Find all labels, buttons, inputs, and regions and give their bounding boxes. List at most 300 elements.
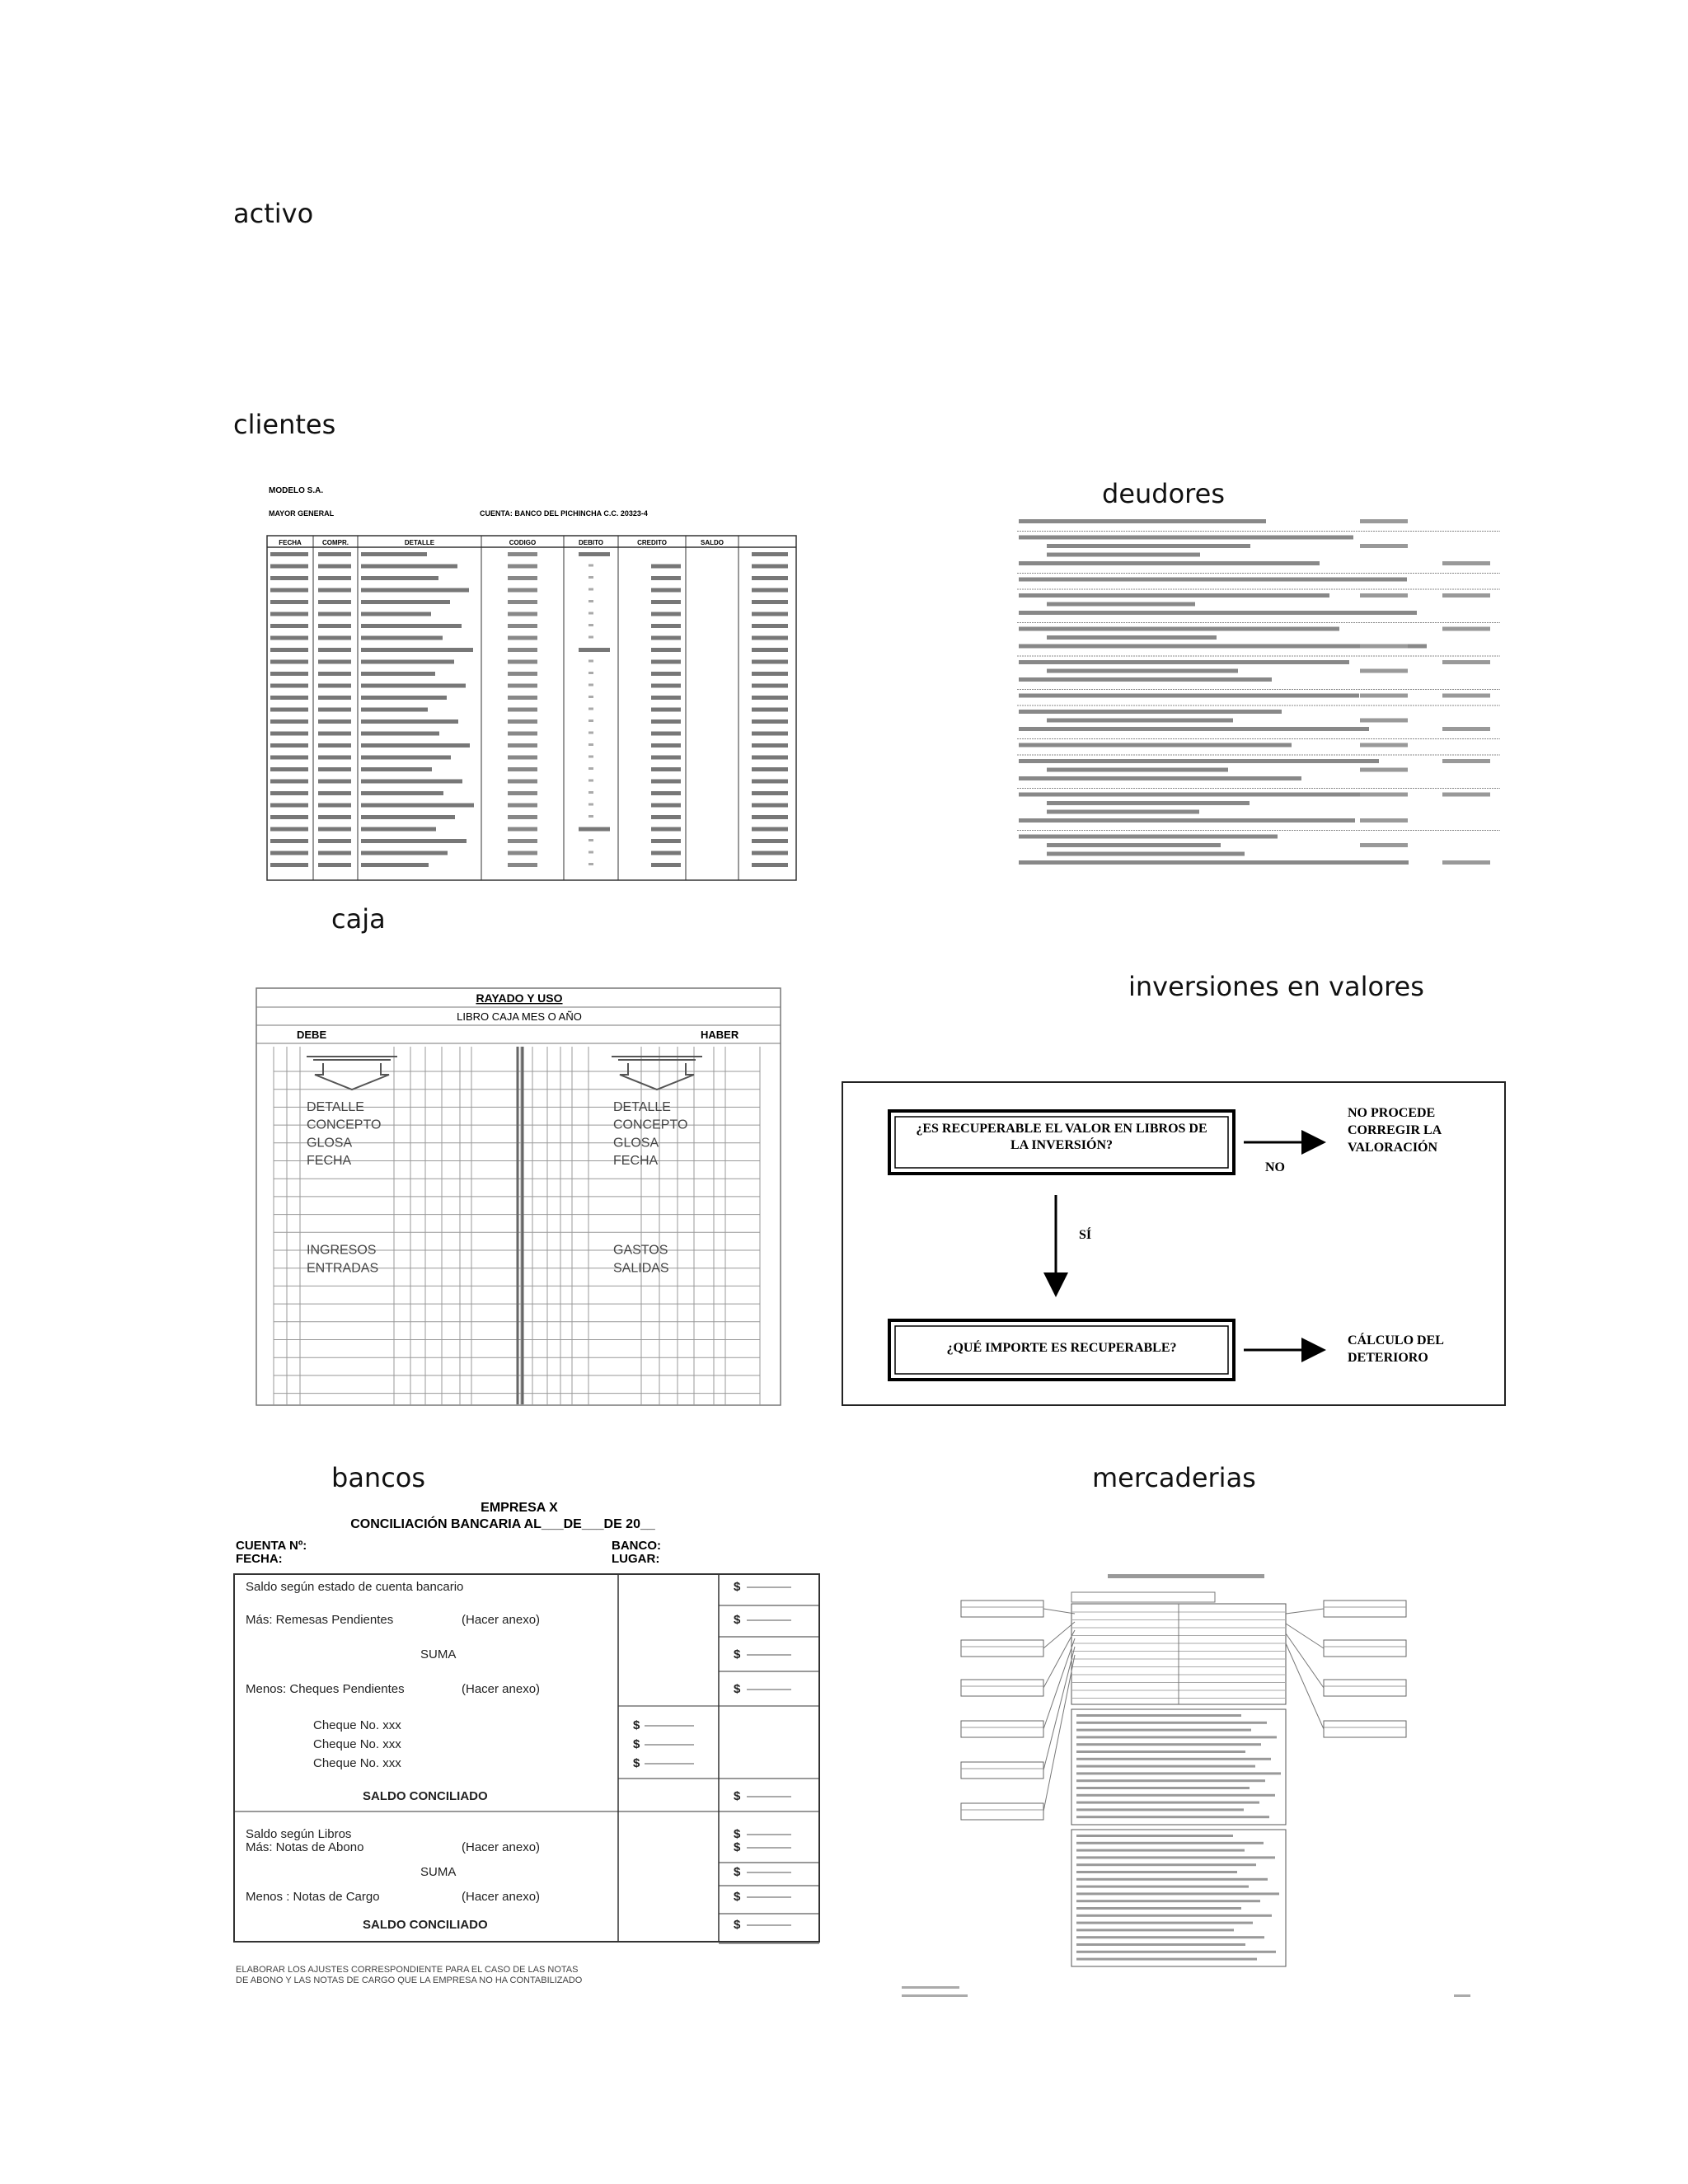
merc-connector: [1043, 1638, 1075, 1729]
mayor-row-blur: [651, 851, 681, 855]
mayor-header-cell: CODIGO: [509, 539, 537, 546]
mayor-row-blur: [651, 708, 681, 712]
heading-activo: activo: [233, 198, 314, 229]
deudores-amount-blur: [1360, 544, 1408, 548]
mayor-row-blur: [651, 565, 681, 569]
mayor-row-blur: [270, 815, 308, 819]
heading-clientes: clientes: [233, 409, 336, 440]
mayor-row-blur: [752, 827, 788, 832]
mayor-row-blur: [508, 565, 537, 569]
mayor-row-blur: [651, 839, 681, 843]
mayor-row-blur: [651, 743, 681, 748]
mayor-row-blur: [270, 743, 308, 748]
question-2-text: ¿QUÉ IMPORTE ES RECUPERABLE?: [946, 1341, 1177, 1355]
merc-text-line: [1076, 1871, 1237, 1873]
merc-text-line: [1076, 1816, 1269, 1818]
mayor-row-blur: [752, 588, 788, 593]
merc-text-line: [1076, 1743, 1261, 1746]
mayor-row-blur: [508, 708, 537, 712]
conc-fecha: FECHA:: [236, 1552, 283, 1566]
merc-left-account: [961, 1680, 1043, 1696]
caja-left-line: GLOSA: [307, 1136, 353, 1151]
mayor-row-blur: [752, 672, 788, 676]
result-1-text: NO PROCEDE CORREGIR LA VALORACIÓN: [1348, 1106, 1442, 1155]
deudores-text-blur: [1019, 793, 1389, 797]
deudores-amount-blur: [1360, 719, 1408, 723]
merc-text-line: [1076, 1892, 1279, 1895]
mayor-row-blur: [752, 851, 788, 855]
mayor-row-blur: [752, 636, 788, 640]
merc-text-line: [1076, 1750, 1245, 1753]
mayor-row-blur: [318, 612, 351, 616]
heading-bancos: bancos: [331, 1462, 426, 1493]
deudores-amount-blur: [1360, 743, 1408, 748]
mayor-row-blur: [508, 660, 537, 664]
merc-right-account: [1324, 1721, 1406, 1737]
merc-left-account: [961, 1601, 1043, 1617]
deudores-image: [1014, 516, 1508, 895]
mayor-row-blur: [270, 767, 308, 771]
mayor-row-blur: [508, 791, 537, 795]
mayor-row-blur: [508, 588, 537, 593]
mayor-row-blur: [651, 588, 681, 593]
mayor-row-blur: [508, 743, 537, 748]
merc-text-line: [1076, 1886, 1249, 1888]
mayor-row-blur: [270, 696, 308, 700]
mayor-row-blur: [651, 791, 681, 795]
mayor-row-blur: [270, 732, 308, 736]
mayor-row-blur: [752, 863, 788, 867]
mayor-row-blur: [588, 780, 593, 782]
deudores-text-blur: [1019, 677, 1272, 682]
mayor-row-blur: [318, 588, 351, 593]
mayor-row-blur: [651, 648, 681, 652]
deudores-amount-blur: [1360, 519, 1408, 523]
conc-company: EMPRESA X: [481, 1501, 558, 1515]
mayor-row-blur: [361, 696, 447, 700]
conc-row-label: SUMA: [420, 1865, 457, 1879]
mayor-row-blur: [588, 612, 593, 615]
conc-row-label: Saldo según Libros: [246, 1827, 352, 1841]
conc-dollar: $: [734, 1918, 741, 1932]
mayor-row-blur: [508, 684, 537, 688]
mayor-row-blur: [588, 576, 593, 579]
merc-text-line: [1076, 1863, 1256, 1866]
merc-text-line: [1076, 1714, 1241, 1717]
mayor-row-blur: [508, 600, 537, 604]
mayor-row-blur: [651, 636, 681, 640]
mayor-row-blur: [588, 743, 593, 746]
mayor-row-blur: [318, 719, 351, 724]
deudores-text-blur: [1019, 727, 1369, 731]
mayor-row-blur: [579, 648, 610, 652]
caja-haber: HABER: [701, 1029, 739, 1041]
mayor-row-blur: [579, 827, 610, 832]
mayor-row-blur: [508, 576, 537, 580]
mayor-general-image: [265, 481, 801, 893]
mayor-row-blur: [588, 565, 593, 567]
merc-text-line: [1076, 1907, 1241, 1910]
mayor-row-blur: [270, 791, 308, 795]
mayor-row-blur: [752, 743, 788, 748]
caja-left-line: CONCEPTO: [307, 1118, 382, 1132]
merc-left-account: [961, 1803, 1043, 1820]
mayor-row-blur: [508, 767, 537, 771]
caja-title: RAYADO Y USO: [476, 991, 563, 1005]
conc-row-label: Más: Notas de Abono: [246, 1840, 364, 1854]
conc-dollar: $: [734, 1890, 741, 1904]
merc-text-line: [1076, 1765, 1255, 1768]
mayor-row-blur: [588, 756, 593, 758]
mayor-row-blur: [270, 684, 308, 688]
mayor-row-blur: [508, 636, 537, 640]
deudores-amount-blur: [1442, 694, 1490, 698]
mayor-general-table: [265, 481, 801, 893]
mayor-row-blur: [508, 696, 537, 700]
mayor-row-blur: [361, 851, 448, 855]
deudores-text-blur: [1047, 843, 1221, 847]
deudores-amount-blur: [1442, 860, 1490, 865]
merc-text-line: [1076, 1779, 1265, 1782]
conc-row-label: SUMA: [420, 1647, 457, 1661]
mayor-row-blur: [361, 660, 454, 664]
mayor-row-blur: [361, 732, 439, 736]
deudores-amount-blur: [1360, 644, 1408, 649]
merc-connector: [1286, 1624, 1324, 1648]
mayor-header-cell: DETALLE: [404, 539, 435, 546]
mayor-row-blur: [752, 660, 788, 664]
mayor-row-blur: [318, 827, 351, 832]
mayor-row-blur: [752, 804, 788, 808]
mayor-row-blur: [752, 648, 788, 652]
mayor-row-blur: [651, 719, 681, 724]
conc-dollar: $: [734, 1647, 741, 1661]
deudores-amount-blur: [1442, 793, 1490, 797]
conc-dollar: $: [633, 1718, 640, 1732]
mayor-row-blur: [508, 624, 537, 628]
mayor-row-blur: [588, 767, 593, 770]
mayor-row-blur: [508, 612, 537, 616]
mayor-row-blur: [752, 552, 788, 556]
merc-text-line: [1076, 1802, 1259, 1804]
mayor-row-blur: [361, 600, 450, 604]
question-1-text: ¿ES RECUPERABLE EL VALOR EN LIBROS DE LA INVERSIÓN?: [916, 1122, 1207, 1152]
merc-connector: [1286, 1633, 1324, 1688]
merc-text-line: [1076, 1878, 1268, 1881]
heading-caja: caja: [331, 903, 386, 935]
mayor-row-blur: [588, 839, 593, 841]
conc-anexo: (Hacer anexo): [462, 1682, 541, 1696]
deudores-amount-blur: [1360, 843, 1408, 847]
mayor-row-blur: [752, 696, 788, 700]
merc-connector: [1043, 1647, 1075, 1770]
conc-dollar: $: [633, 1756, 640, 1770]
conc-dollar: $: [734, 1580, 741, 1594]
merc-text-line: [1076, 1922, 1253, 1924]
mayor-row-blur: [270, 863, 308, 867]
caja-right-line: FECHA: [613, 1154, 659, 1169]
mayor-company: MODELO S.A.: [269, 486, 324, 495]
mayor-row-blur: [270, 672, 308, 676]
merc-text-line: [1076, 1856, 1275, 1858]
caja-right-line: GLOSA: [613, 1136, 659, 1151]
mayor-row-blur: [270, 708, 308, 712]
mayor-row-blur: [270, 552, 308, 556]
mayor-row-blur: [361, 815, 455, 819]
mayor-row-blur: [318, 684, 351, 688]
mayor-header-cell: FECHA: [279, 539, 302, 546]
conciliacion-bancaria-image: [231, 1498, 824, 1985]
mayor-row-blur: [588, 719, 593, 722]
deudores-amount-blur: [1442, 727, 1490, 731]
mayor-row-blur: [270, 612, 308, 616]
merc-left-account: [961, 1762, 1043, 1779]
mayor-row-blur: [361, 839, 467, 843]
conc-row-label: SALDO CONCILIADO: [363, 1789, 488, 1803]
mayor-row-blur: [508, 827, 537, 832]
caja-right-in: GASTOS: [613, 1243, 668, 1258]
deudores-text-blur: [1019, 694, 1359, 698]
merc-text-line: [1076, 1794, 1275, 1797]
merc-title-blur: [1108, 1574, 1264, 1578]
mayor-row-blur: [752, 565, 788, 569]
mayor-row-blur: [270, 588, 308, 593]
deudores-text-blur: [1019, 743, 1292, 748]
deudores-amount-blur: [1360, 669, 1408, 673]
mayor-row-blur: [588, 863, 593, 865]
mayor-row-blur: [651, 672, 681, 676]
mayor-row-blur: [318, 756, 351, 760]
mayor-row-blur: [588, 624, 593, 626]
deudores-text-blur: [1019, 860, 1409, 865]
conc-row-label: Más: Remesas Pendientes: [246, 1613, 394, 1627]
merc-text-line: [1076, 1929, 1234, 1931]
merc-left-account: [961, 1640, 1043, 1657]
deudores-amount-blur: [1360, 768, 1408, 772]
merc-right-account: [1324, 1640, 1406, 1657]
mayor-row-blur: [318, 576, 351, 580]
mayor-row-blur: [361, 624, 462, 628]
mayor-row-blur: [361, 719, 458, 724]
mayor-row-blur: [361, 743, 470, 748]
heading-inversiones: inversiones en valores: [1128, 971, 1424, 1002]
mayor-row-blur: [361, 576, 438, 580]
deudores-text-blur: [1019, 561, 1320, 565]
mayor-row-blur: [651, 780, 681, 784]
mayor-row-blur: [361, 588, 469, 593]
result-2-text: CÁLCULO DEL DETERIORO: [1348, 1333, 1444, 1365]
merc-text-line: [1076, 1722, 1267, 1724]
mayor-row-blur: [752, 780, 788, 784]
mayor-row-blur: [508, 732, 537, 736]
conc-anexo: (Hacer anexo): [462, 1890, 541, 1904]
mayor-row-blur: [318, 672, 351, 676]
mayor-row-blur: [270, 851, 308, 855]
mayor-row-blur: [361, 552, 427, 556]
conc-banco: BANCO:: [612, 1539, 661, 1553]
conc-anexo: (Hacer anexo): [462, 1613, 541, 1627]
conc-dollar: $: [734, 1682, 741, 1696]
mayor-row-blur: [270, 839, 308, 843]
mayor-row-blur: [508, 719, 537, 724]
mayor-header-cell: CREDITO: [637, 539, 667, 546]
mayor-row-blur: [318, 767, 351, 771]
deudores-amount-blur: [1442, 759, 1490, 763]
mayor-row-blur: [361, 565, 457, 569]
merc-text-line: [1076, 1943, 1245, 1946]
deudores-journal: [1014, 516, 1508, 895]
merc-text-line: [1076, 1951, 1276, 1953]
mayor-row-blur: [318, 732, 351, 736]
mayor-row-blur: [318, 624, 351, 628]
merc-text-line: [1076, 1915, 1272, 1917]
conc-row-label: Cheque No. xxx: [313, 1718, 401, 1732]
mayor-row-blur: [270, 660, 308, 664]
deudores-amount-blur: [1442, 660, 1490, 664]
merc-connector: [1286, 1643, 1324, 1729]
mayor-row-blur: [361, 791, 443, 795]
mayor-row-blur: [508, 672, 537, 676]
mayor-row-blur: [361, 827, 436, 832]
conc-dollar: $: [734, 1865, 741, 1879]
caja-arrow-shape: [307, 1057, 397, 1090]
conciliacion-form: [231, 1498, 824, 1985]
mayor-row-blur: [588, 636, 593, 639]
conc-lugar: LUGAR:: [612, 1552, 660, 1566]
merc-footer-blur: [902, 1994, 968, 1997]
deudores-text-blur: [1047, 768, 1228, 772]
merc-connector: [1043, 1622, 1075, 1648]
deudores-amount-blur: [1360, 694, 1408, 698]
conc-row-label: Saldo según estado de cuenta bancario: [246, 1580, 464, 1594]
mayor-row-blur: [651, 827, 681, 832]
mayor-row-blur: [752, 612, 788, 616]
caja-left-in: ENTRADAS: [307, 1261, 379, 1276]
deudores-text-blur: [1019, 611, 1417, 615]
mayor-row-blur: [752, 791, 788, 795]
conc-row-label: Menos : Notas de Cargo: [246, 1890, 380, 1904]
caja-right-in: SALIDAS: [613, 1261, 669, 1276]
conc-footer-1: ELABORAR LOS AJUSTES CORRESPONDIENTE PARA EL CASO DE LAS NOTAS: [236, 1965, 579, 1975]
mayor-row-blur: [588, 708, 593, 710]
caja-debe: DEBE: [297, 1029, 327, 1041]
mayor-row-blur: [270, 804, 308, 808]
mayor-row-blur: [588, 851, 593, 854]
conc-dollar: $: [734, 1840, 741, 1854]
mayor-header-cell: SALDO: [701, 539, 724, 546]
mayor-row-blur: [318, 780, 351, 784]
conc-row-label: Menos: Cheques Pendientes: [246, 1682, 405, 1696]
mayor-row-blur: [318, 743, 351, 748]
conc-dollar: $: [734, 1827, 741, 1841]
mayor-row-blur: [270, 780, 308, 784]
mayor-row-blur: [361, 756, 451, 760]
mayor-row-blur: [588, 696, 593, 698]
mayor-row-blur: [318, 565, 351, 569]
mayor-row-blur: [318, 636, 351, 640]
conc-footer-2: DE ABONO Y LAS NOTAS DE CARGO QUE LA EMPRESA NO HA CONTABILIZADO: [236, 1975, 583, 1985]
mayor-row-blur: [752, 600, 788, 604]
deudores-amount-blur: [1360, 593, 1408, 598]
mayor-row-blur: [508, 851, 537, 855]
mayor-row-blur: [651, 660, 681, 664]
mayor-row-blur: [508, 552, 537, 556]
mayor-row-blur: [361, 767, 432, 771]
caja-subtitle: LIBRO CAJA MES O AÑO: [457, 1010, 582, 1023]
mayor-row-blur: [651, 732, 681, 736]
mayor-row-blur: [270, 756, 308, 760]
conc-row-label: SALDO CONCILIADO: [363, 1918, 488, 1932]
mayor-row-blur: [361, 708, 428, 712]
mayor-row-blur: [588, 804, 593, 806]
mayor-row-blur: [508, 804, 537, 808]
mayor-row-blur: [270, 624, 308, 628]
label-no: NO: [1265, 1160, 1285, 1174]
mayor-row-blur: [752, 576, 788, 580]
mayor-row-blur: [508, 756, 537, 760]
merc-text-line: [1076, 1758, 1271, 1760]
mayor-row-blur: [651, 600, 681, 604]
caja-left-line: FECHA: [307, 1154, 352, 1169]
merc-footer-blur: [1454, 1994, 1470, 1997]
mayor-row-blur: [318, 851, 351, 855]
mayor-row-blur: [752, 624, 788, 628]
libro-caja-diagram: [256, 987, 783, 1408]
mayor-row-blur: [651, 624, 681, 628]
mayor-row-blur: [318, 791, 351, 795]
conc-title: CONCILIACIÓN BANCARIA AL___DE___DE 20__: [350, 1517, 655, 1531]
mayor-row-blur: [651, 576, 681, 580]
deudores-text-blur: [1019, 710, 1282, 714]
deudores-text-blur: [1019, 593, 1329, 598]
deudores-amount-blur: [1442, 627, 1490, 631]
caja-arrow-shape: [612, 1057, 702, 1090]
deudores-text-blur: [1047, 553, 1200, 557]
mayor-row-blur: [318, 696, 351, 700]
mayor-row-blur: [588, 791, 593, 794]
deudores-text-blur: [1047, 719, 1233, 723]
mayor-row-blur: [651, 863, 681, 867]
mercaderias-diagram: [869, 1564, 1503, 2019]
mayor-row-blur: [318, 552, 351, 556]
mayor-row-blur: [651, 684, 681, 688]
mayor-row-blur: [270, 648, 308, 652]
conc-dollar: $: [734, 1789, 741, 1803]
merc-right-account: [1324, 1680, 1406, 1696]
deudores-text-blur: [1019, 536, 1353, 540]
mayor-row-blur: [270, 719, 308, 724]
mayor-row-blur: [361, 612, 431, 616]
mayor-row-blur: [318, 648, 351, 652]
deudores-text-blur: [1047, 669, 1238, 673]
mayor-row-blur: [508, 648, 537, 652]
deudores-text-blur: [1019, 627, 1339, 631]
merc-text-line: [1076, 1772, 1281, 1774]
merc-text-line: [1076, 1849, 1245, 1852]
deudores-text-blur: [1047, 810, 1199, 814]
mayor-row-blur: [270, 565, 308, 569]
mayor-row-blur: [318, 815, 351, 819]
mayor-row-blur: [361, 684, 466, 688]
mayor-row-blur: [752, 719, 788, 724]
merc-connector: [1043, 1609, 1075, 1614]
deudores-text-blur: [1019, 519, 1266, 523]
deudores-text-blur: [1047, 635, 1217, 640]
deudores-amount-blur: [1442, 593, 1490, 598]
mayor-row-blur: [508, 839, 537, 843]
mercaderias-image: [869, 1564, 1503, 2019]
mayor-account: CUENTA: BANCO DEL PICHINCHA C.C. 20323-4: [480, 509, 648, 518]
